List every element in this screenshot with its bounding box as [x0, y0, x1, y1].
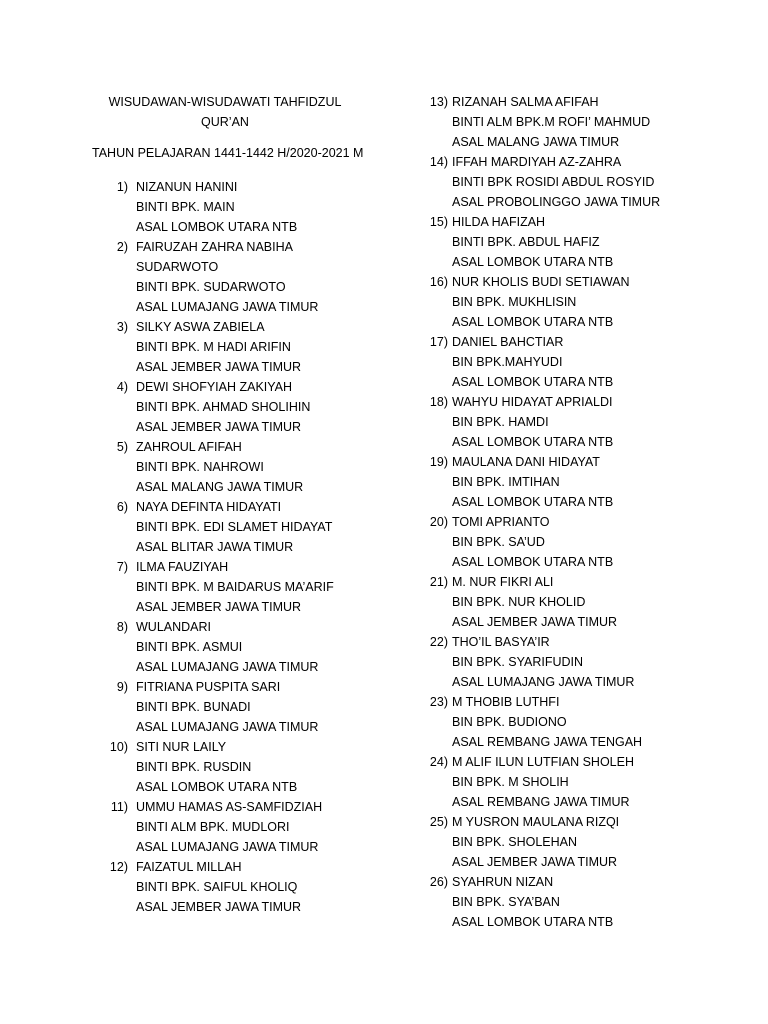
document-title	[75, 92, 375, 132]
graduate-name: ILMA FAUZIYAH	[136, 560, 229, 574]
graduate-name: NUR KHOLIS BUDI SETIAWAN	[452, 275, 630, 289]
entry-number: 16)	[429, 275, 448, 289]
entry-number: 9)	[116, 680, 128, 694]
entry-number: 6)	[116, 500, 128, 514]
graduate-name: MAULANA DANI HIDAYAT	[452, 455, 600, 469]
graduate-name: DANIEL BAHCTIAR	[452, 335, 564, 349]
entry-detail-line: ASAL LUMAJANG JAWA TIMUR	[136, 660, 319, 674]
entry-number: 23)	[429, 695, 448, 709]
entry-number: 11)	[110, 800, 128, 814]
entry-number: 12)	[109, 860, 128, 874]
entry-detail-line: BINTI BPK. M BAIDARUS MA’ARIF	[136, 580, 334, 594]
entry-detail-line: BIN BPK. SHOLEHAN	[452, 835, 578, 849]
entry-number: 7)	[116, 560, 128, 574]
entry-detail-line: BINTI BPK. MAIN	[136, 200, 235, 214]
graduate-name: TOMI APRIANTO	[452, 515, 550, 529]
entry-detail-line: ASAL LOMBOK UTARA NTB	[452, 315, 614, 329]
graduate-name: M YUSRON MAULANA RIZQI	[452, 815, 620, 829]
entry-detail-line: BINTI BPK. AHMAD SHOLIHIN	[136, 400, 311, 414]
entry-number: 14)	[429, 155, 448, 169]
document-subtitle: TAHUN PELAJARAN 1441-1442 H/2020-2021 M	[92, 146, 364, 160]
entry-number: 13)	[429, 95, 448, 109]
entry-detail-line: BINTI BPK. RUSDIN	[136, 760, 252, 774]
graduate-name: FITRIANA PUSPITA SARI	[136, 680, 281, 694]
entry-number: 3)	[116, 320, 128, 334]
entry-detail-line: BINTI BPK. M HADI ARIFIN	[136, 340, 291, 354]
graduate-name: SILKY ASWA ZABIELA	[136, 320, 265, 334]
entry-detail-line: BINTI BPK ROSIDI ABDUL ROSYID	[452, 175, 655, 189]
entry-detail-line: ASAL LOMBOK UTARA NTB	[452, 255, 614, 269]
entry-detail-line: ASAL LOMBOK UTARA NTB	[452, 375, 614, 389]
entry-detail-line: BINTI ALM BPK.M ROFI’ MAHMUD	[452, 115, 651, 129]
entry-number: 8)	[116, 620, 128, 634]
entry-number: 4)	[116, 380, 128, 394]
entry-detail-line: BINTI BPK. ABDUL HAFIZ	[452, 235, 600, 249]
entry-number: 10)	[109, 740, 128, 754]
entry-detail-line: BIN BPK. SYARIFUDIN	[452, 655, 584, 669]
entry-detail-line: ASAL LOMBOK UTARA NTB	[452, 495, 614, 509]
entry-detail-line: BINTI BPK. ASMUI	[136, 640, 243, 654]
entry-detail-line: BINTI BPK. SUDARWOTO	[136, 280, 286, 294]
graduate-name: UMMU HAMAS AS-SAMFIDZIAH	[136, 800, 323, 814]
entry-detail-line: BIN BPK. M SHOLIH	[452, 775, 569, 789]
entry-number: 15)	[429, 215, 448, 229]
entry-number: 20)	[429, 515, 448, 529]
entry-number: 18)	[429, 395, 448, 409]
entry-number: 5)	[116, 440, 128, 454]
entry-detail-line: BINTI BPK. SAIFUL KHOLIQ	[136, 880, 298, 894]
graduate-name: THO’IL BASYA’IR	[452, 635, 550, 649]
entry-detail-line: ASAL JEMBER JAWA TIMUR	[452, 615, 618, 629]
entry-detail-line: BIN BPK. SA’UD	[452, 535, 545, 549]
graduate-name: RIZANAH SALMA AFIFAH	[452, 95, 599, 109]
entry-detail-line: ASAL LOMBOK UTARA NTB	[452, 435, 614, 449]
entry-detail-line: ASAL JEMBER JAWA TIMUR	[136, 600, 302, 614]
entry-detail-line: ASAL JEMBER JAWA TIMUR	[452, 855, 618, 869]
entry-detail-line: ASAL MALANG JAWA TIMUR	[136, 480, 304, 494]
entry-detail-line: ASAL LOMBOK UTARA NTB	[136, 780, 298, 794]
entry-number: 22)	[429, 635, 448, 649]
entry-number: 21)	[429, 575, 448, 589]
graduate-name: NIZANUN HANINI	[136, 180, 238, 194]
entry-detail-line: BIN BPK. IMTIHAN	[452, 475, 560, 489]
entry-detail-line: ASAL MALANG JAWA TIMUR	[452, 135, 620, 149]
title-line-2: QUR’AN	[201, 115, 249, 129]
entry-number: 17)	[429, 335, 448, 349]
graduate-name: M THOBIB LUTHFI	[452, 695, 560, 709]
entry-detail-line: BIN BPK. HAMDI	[452, 415, 549, 429]
entry-detail-line: BIN BPK. BUDIONO	[452, 715, 567, 729]
graduate-name: SYAHRUN NIZAN	[452, 875, 554, 889]
graduate-name: IFFAH MARDIYAH AZ-ZAHRA	[452, 155, 622, 169]
graduate-name: WULANDARI	[136, 620, 212, 634]
graduate-name: FAIZATUL MILLAH	[136, 860, 242, 874]
entry-detail-line: ASAL BLITAR JAWA TIMUR	[136, 540, 294, 554]
entry-number: 24)	[429, 755, 448, 769]
entry-detail-line: BINTI BPK. BUNADI	[136, 700, 251, 714]
entry-number: 25)	[429, 815, 448, 829]
graduate-name: M ALIF ILUN LUTFIAN SHOLEH	[452, 755, 634, 769]
entry-number: 19)	[429, 455, 448, 469]
graduate-name: FAIRUZAH ZAHRA NABIHA	[136, 240, 293, 254]
entry-number: 26)	[429, 875, 448, 889]
entry-detail-line: ASAL LUMAJANG JAWA TIMUR	[136, 840, 319, 854]
entry-number: 1)	[116, 180, 128, 194]
entry-detail-line: ASAL JEMBER JAWA TIMUR	[136, 420, 302, 434]
graduate-name: NAYA DEFINTA HIDAYATI	[136, 500, 282, 514]
entry-detail-line: ASAL LUMAJANG JAWA TIMUR	[452, 675, 635, 689]
entry-detail-line: ASAL REMBANG JAWA TIMUR	[452, 795, 630, 809]
graduate-name: SITI NUR LAILY	[136, 740, 227, 754]
entry-detail-line: ASAL LOMBOK UTARA NTB	[452, 555, 614, 569]
entry-detail-line: BINTI BPK. NAHROWI	[136, 460, 264, 474]
entry-detail-line: BINTI ALM BPK. MUDLORI	[136, 820, 290, 834]
entry-detail-line: BIN BPK. MUKHLISIN	[452, 295, 577, 309]
entry-detail-line: BINTI BPK. EDI SLAMET HIDAYAT	[136, 520, 333, 534]
entry-detail-line: ASAL LOMBOK UTARA NTB	[136, 220, 298, 234]
graduate-name: HILDA HAFIZAH	[452, 215, 546, 229]
entry-detail-line: ASAL LUMAJANG JAWA TIMUR	[136, 300, 319, 314]
entry-detail-line: BIN BPK.MAHYUDI	[452, 355, 563, 369]
entry-detail-line: ASAL JEMBER JAWA TIMUR	[136, 360, 302, 374]
title-line-1: WISUDAWAN-WISUDAWATI TAHFIDZUL	[108, 95, 342, 109]
entry-detail-line: BIN BPK. NUR KHOLID	[452, 595, 586, 609]
entry-detail-line: ASAL REMBANG JAWA TENGAH	[452, 735, 643, 749]
entry-detail-line: SUDARWOTO	[136, 260, 219, 274]
entry-number: 2)	[116, 240, 128, 254]
entry-detail-line: ASAL JEMBER JAWA TIMUR	[136, 900, 302, 914]
graduate-name: WAHYU HIDAYAT APRIALDI	[452, 395, 613, 409]
graduate-name: DEWI SHOFYIAH ZAKIYAH	[136, 380, 293, 394]
entry-detail-line: BIN BPK. SYA’BAN	[452, 895, 560, 909]
entry-detail-line: ASAL LOMBOK UTARA NTB	[452, 915, 614, 929]
graduate-name: M. NUR FIKRI ALI	[452, 575, 554, 589]
graduate-name: ZAHROUL AFIFAH	[136, 440, 242, 454]
entry-detail-line: ASAL PROBOLINGGO JAWA TIMUR	[452, 195, 661, 209]
entry-detail-line: ASAL LUMAJANG JAWA TIMUR	[136, 720, 319, 734]
